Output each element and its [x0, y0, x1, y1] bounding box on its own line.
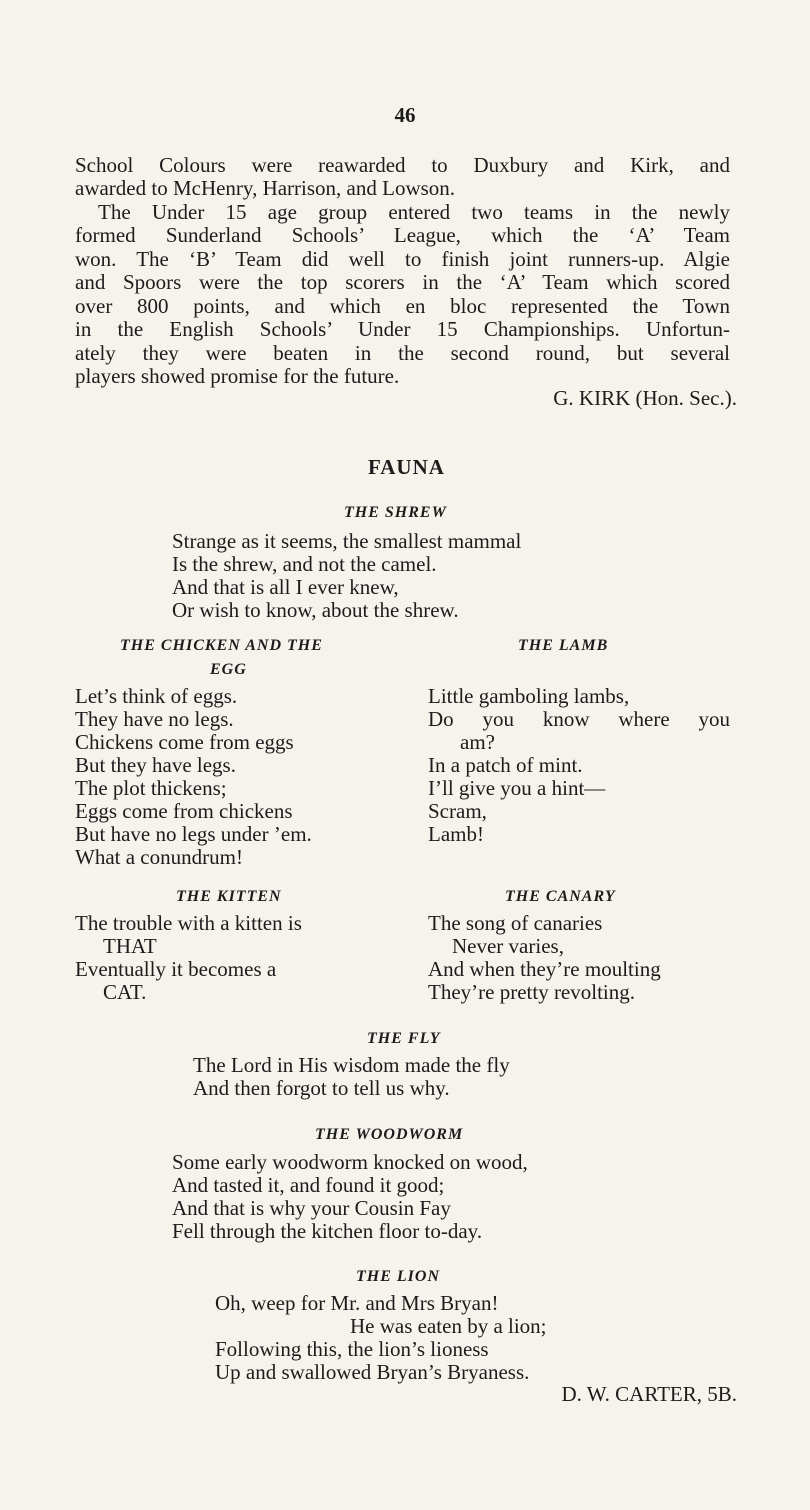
poem-line: am? [460, 730, 495, 754]
fauna-signature: D. W. CARTER, 5B. [561, 1382, 737, 1406]
poem-line: Some early woodworm knocked on wood, [172, 1150, 528, 1174]
poem-line: Lamb! [428, 822, 484, 846]
section-heading: FAUNA [368, 455, 445, 479]
poem-title-chicken-2: EGG [210, 661, 247, 678]
poem-line: They have no legs. [75, 707, 234, 731]
poem-line: Chickens come from eggs [75, 730, 294, 754]
poem-line: Never varies, [452, 934, 564, 958]
poem-title-canary: THE CANARY [505, 888, 616, 905]
poem-title-woodworm: THE WOODWORM [315, 1126, 464, 1143]
poem-line: In a patch of mint. [428, 753, 583, 777]
poem-line: The plot thickens; [75, 776, 227, 800]
poem-line: And then forgot to tell us why. [193, 1076, 450, 1100]
poem-line: He was eaten by a lion; [350, 1314, 547, 1338]
intro-signature: G. KIRK (Hon. Sec.). [553, 386, 737, 410]
intro-line: awarded to McHenry, Harrison, and Lowson. [75, 176, 456, 200]
poem-title-lion: THE LION [356, 1268, 440, 1285]
poem-line: Eventually it becomes a [75, 957, 277, 981]
poem-line: They’re pretty revolting. [428, 980, 636, 1004]
poem-title-fly: THE FLY [367, 1030, 441, 1047]
poem-line: Little gamboling lambs, [428, 684, 630, 708]
poem-line: But have no legs under ’em. [75, 822, 312, 846]
poem-title-lamb: THE LAMB [518, 637, 609, 654]
poem-line: The Lord in His wisdom made the fly [193, 1053, 510, 1077]
intro-line: School Colours were reawarded to Duxbury and Kirk, and [75, 153, 730, 177]
poem-line: Eggs come from chickens [75, 799, 293, 823]
poem-title-shrew: THE SHREW [344, 504, 447, 521]
poem-line: And when they’re moulting [428, 957, 661, 981]
poem-line: Fell through the kitchen floor to-day. [172, 1219, 483, 1243]
poem-line: THAT [103, 934, 157, 958]
intro-line: won. The ‘B’ Team did well to finish joint runners-up. Algie [75, 247, 730, 271]
poem-line: Is the shrew, and not the camel. [172, 552, 437, 576]
poem-line: And that is all I ever knew, [172, 575, 399, 599]
poem-line: Following this, the lion’s lioness [215, 1337, 489, 1361]
poem-title-kitten: THE KITTEN [176, 888, 282, 905]
poem-line: What a conundrum! [75, 845, 243, 869]
poem-line: Let’s think of eggs. [75, 684, 238, 708]
poem-line: Oh, weep for Mr. and Mrs Bryan! [215, 1291, 499, 1315]
intro-line: in the English Schools’ Under 15 Championships. Unfortun- [75, 317, 730, 341]
page-number: 46 [394, 103, 416, 127]
intro-line: and Spoors were the top scorers in the ‘A’ Team which scored [75, 270, 730, 294]
poem-line: I’ll give you a hint— [428, 776, 606, 800]
poem-line: The song of canaries [428, 911, 603, 935]
intro-line: over 800 points, and which en bloc represented the Town [75, 294, 730, 318]
poem-line: CAT. [103, 980, 147, 1004]
intro-line: ately they were beaten in the second round, but several [75, 341, 730, 365]
intro-line: formed Sunderland Schools’ League, which the ‘A’ Team [75, 223, 730, 247]
poem-line: Up and swallowed Bryan’s Bryaness. [215, 1360, 530, 1384]
intro-line: players showed promise for the future. [75, 364, 400, 388]
poem-line: Scram, [428, 799, 487, 823]
poem-line: Do you know where you [428, 707, 730, 731]
poem-line: The trouble with a kitten is [75, 911, 302, 935]
intro-line: The Under 15 age group entered two teams in the newly [98, 200, 730, 224]
poem-line: Or wish to know, about the shrew. [172, 598, 459, 622]
poem-line: And that is why your Cousin Fay [172, 1196, 451, 1220]
poem-line: Strange as it seems, the smallest mammal [172, 529, 522, 553]
poem-line: And tasted it, and found it good; [172, 1173, 445, 1197]
poem-title-chicken: THE CHICKEN AND THE [120, 637, 323, 654]
poem-line: But they have legs. [75, 753, 236, 777]
